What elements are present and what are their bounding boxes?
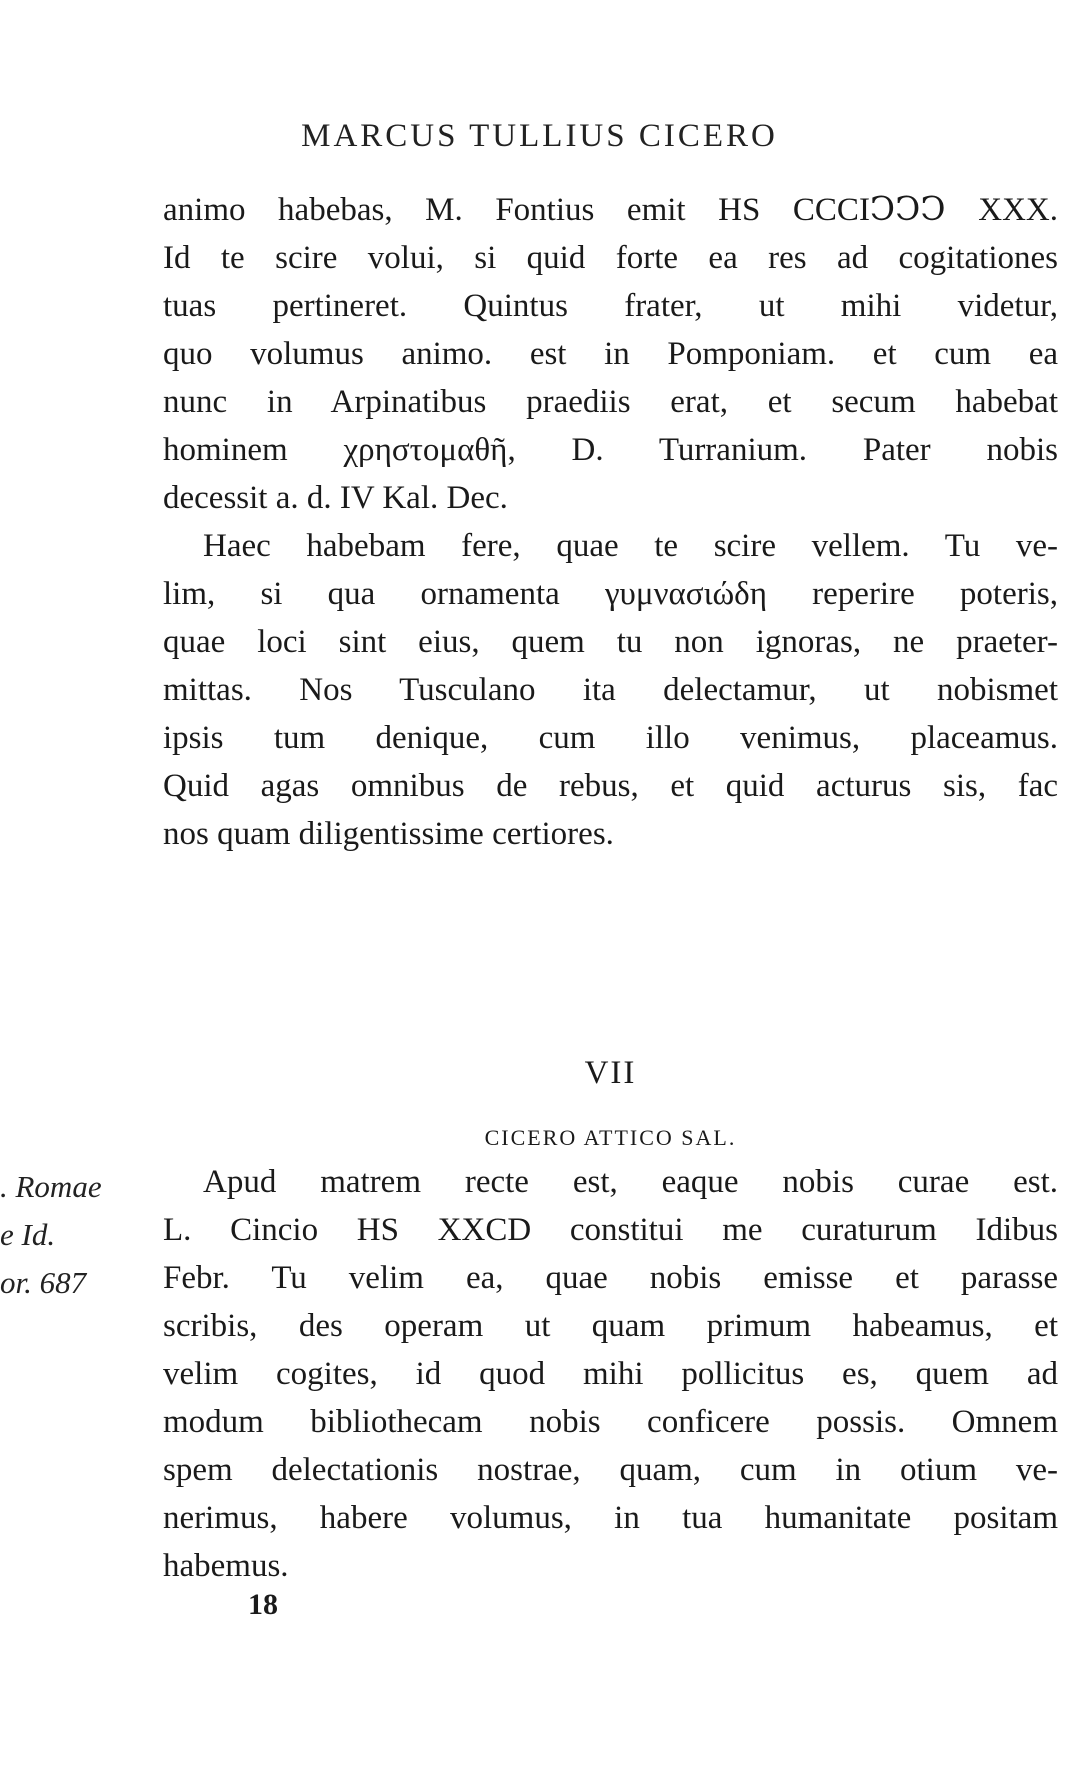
text-line: Febr. Tu velim ea, quae nobis emisse et parasse — [163, 1260, 1058, 1296]
text-line: lim, si qua ornamenta γυμνασιώδη reperire poteris, — [163, 576, 1058, 612]
margin-note-line: . Romae — [0, 1169, 102, 1204]
text-line: L. Cincio HS XXCD constitui me curaturum Idibus — [163, 1212, 1058, 1248]
running-head: MARCUS TULLIUS CICERO — [301, 118, 778, 154]
margin-note — [0, 1163, 140, 1307]
letter-salutation: CICERO ATTICO SAL. — [484, 1125, 737, 1150]
text-line: mittas. Nos Tusculano ita delectamur, ut nobismet — [163, 672, 1058, 708]
text-line: nerimus, habere volumus, in tua humanitate positam — [163, 1500, 1058, 1536]
text-line: Id te scire volui, si quid forte ea res ad cogitationes — [163, 240, 1058, 276]
text-line: Apud matrem recte est, eaque nobis curae est. — [203, 1164, 1058, 1200]
text-line: modum bibliothecam nobis conficere possis. Omnem — [163, 1404, 1058, 1440]
text-line: decessit a. d. IV Kal. Dec. — [163, 480, 508, 516]
text-line: habemus. — [163, 1548, 289, 1584]
text-line: quo volumus animo. est in Pomponiam. et cum ea — [163, 336, 1058, 372]
text-line: scribis, des operam ut quam primum habeamus, et — [163, 1308, 1058, 1344]
text-line: nos quam diligentissime certiores. — [163, 816, 614, 852]
text-line: spem delectationis nostrae, quam, cum in otium ve- — [163, 1452, 1058, 1488]
text-line: tuas pertineret. Quintus frater, ut mihi videtur, — [163, 288, 1058, 324]
passage-continuation — [163, 186, 1058, 858]
text-line: velim cogites, id quod mihi pollicitus es, quem ad — [163, 1356, 1058, 1392]
text-line: Haec habebam fere, quae te scire vellem. Tu ve- — [203, 528, 1058, 564]
letter-number: VII — [584, 1055, 637, 1091]
text-line: animo habebas, M. Fontius emit HS CCCIↃↃↃ XXX. — [163, 192, 1058, 228]
text-line: quae loci sint eius, quem tu non ignoras, ne praeter- — [163, 624, 1058, 660]
text-line: nunc in Arpinatibus praediis erat, et secum habebat — [163, 384, 1058, 420]
text-line: ipsis tum denique, cum illo venimus, placeamus. — [163, 720, 1058, 756]
margin-note-line: e Id. — [0, 1217, 56, 1252]
text-line: hominem χρηστομαθῆ, D. Turranium. Pater nobis — [163, 432, 1058, 468]
page-number: 18 — [248, 1588, 278, 1621]
letter-body — [163, 1158, 1058, 1590]
text-line: Quid agas omnibus de rebus, et quid acturus sis, fac — [163, 768, 1058, 804]
margin-note-line: or. 687 — [0, 1265, 87, 1300]
